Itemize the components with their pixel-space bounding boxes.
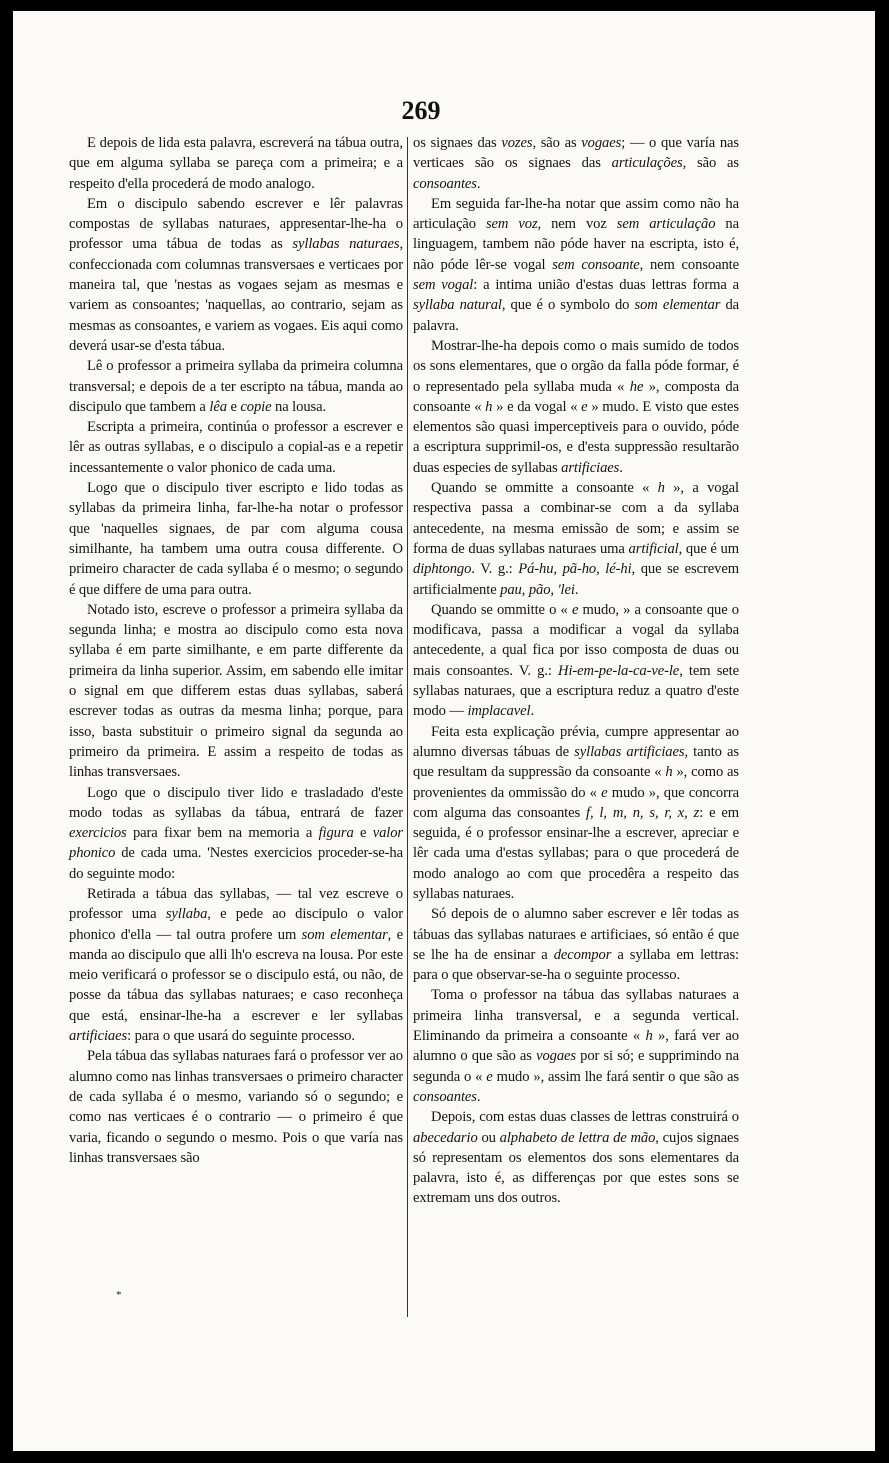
book-page bbox=[13, 11, 875, 1451]
right-paragraph: Mostrar-lhe-ha depois como o mais sumido de todos os sons elementares, que o orgão da falla póde formar, é o representado pela syllaba muda « he », composta da consoante « h » e da vogal « e » mudo. E visto que estes elementos são quasi imperceptiveis para o ouvido, póde a escriptura supprimil-os, e d'esta suppressão resultarão duas especies de syllabas artificiaes. bbox=[413, 337, 740, 476]
left-paragraph: E depois de lida esta palavra, escreverá na tábua outra, que em alguma syllaba se pareça com a primeira; e a respeito d'ella procederá de modo analogo. bbox=[69, 135, 403, 192]
footer-mark: * bbox=[116, 1289, 122, 1301]
right-paragraph: Só depois de o alumno saber escrever e lêr todas as tábuas das syllabas naturaes e artificiaes, só então é que se lhe ha de ensinar a decompor a syllaba em lettras: para o que observar-se-ha o seguinte processo. bbox=[413, 906, 740, 984]
left-column bbox=[69, 133, 403, 1168]
right-paragraph: Toma o professor na tábua das syllabas naturaes a primeira linha transversal, e a segunda vertical. Eliminando da primeira a consoante « h », fará ver ao alumno o que são as vogaes por si só; e supprimindo na segunda o « e mudo », assim lhe fará sentir o que são as consoantes. bbox=[413, 987, 740, 1105]
right-paragraph: Quando se ommitte o « e mudo, » a consoante que o modificava, passa a modificar a vogal da syllaba antecedente, a qual fica por isso composta de duas ou mais consoantes. V. g.: Hi-em-pe-la-ca-ve-le, tem sete syllabas naturaes, que a escriptura reduz a quatro d'este modo — implacavel. bbox=[413, 601, 739, 720]
right-paragraph: Depois, com estas duas classes de lettras construirá o abecedario ou alphabeto de lettra de mão, cujos signaes só representam os elementos dos sons elementares da palavra, isto é, as differenças por que estes sons se extremam uns dos outros. bbox=[413, 1109, 739, 1207]
right-paragraph: Em seguida far-lhe-ha notar que assim como não ha articulação sem voz, nem voz sem articulação na linguagem, tambem não póde haver na escripta, isto é, não póde lêr-se vogal sem consoante, nem consoante sem vogal: a intima união d'estas duas lettras forma a syllaba natural, que é o symbolo do som elementar da palavra. bbox=[413, 195, 740, 334]
left-paragraph: Logo que o discipulo tiver escripto e lido todas as syllabas da primeira linha, far-lhe-ha notar o professor que 'naquelles signaes, de par com alguma cousa similhante, ha tambem uma outra cousa differente. O primeiro character de cada syllaba é o mesmo; o segundo é que differe de uma para outra. bbox=[69, 480, 403, 598]
left-paragraph: Notado isto, escreve o professor a primeira syllaba da segunda linha; e mostra ao discipulo como esta nova syllaba é em parte similhante, e em parte differente da primeira da linha superior. Assim, em sabendo elle imitar o signal em que differem estas duas syllabas, saberá escrever todas as outras da mesma linha; porque, para isso, basta substituir o primeiro signal da segunda ao primeiro da primeira. E assim a respeito de todas as linhas transversaes. bbox=[69, 601, 403, 781]
left-paragraph: Pela tábua das syllabas naturaes fará o professor ver ao alumno como nas linhas transversaes o primeiro character de cada syllaba é o mesmo, variando só o segundo; e como nas verticaes é o contrario — o primeiro é que varia, ficando o segundo o mesmo. Pois o que varía nas linhas transversaes são bbox=[69, 1048, 403, 1166]
column-divider bbox=[407, 137, 408, 1317]
right-paragraph: Quando se ommitte a consoante « h », a vogal respectiva passa a combinar-se com a da syllaba antecedente, na mesma emissão de som; e assim se forma de duas syllabas naturaes uma artificial, que é um diphtongo. V. g.: Pá-hu, pã-ho, lé-hi, que se escrevem artificialmente pau, pão, 'lei. bbox=[413, 480, 739, 598]
left-paragraph: Logo que o discipulo tiver lido e trasladado d'este modo todas as syllabas da tábua, entrará de fazer exercicios para fixar bem na memoria a figura e valor phonico de cada uma. 'Nestes exercicios proceder-se-ha do seguinte modo: bbox=[69, 784, 404, 882]
left-paragraph: Retirada a tábua das syllabas, — tal vez escreve o professor uma syllaba, e pede ao discipulo o valor phonico d'ella — tal outra profere um som elementar, e manda ao discipulo que alli lh'o escreva na lousa. Por este meio verificará o professor se o discipulo está, ou não, de posse da tábua das syllabas naturaes; e caso reconheça que está, ensinar-lhe-ha a escrever e ler syllabas artificiaes: para o que usará do seguinte processo. bbox=[69, 885, 403, 1045]
left-paragraph: Escripta a primeira, continúa o professor a escrever e lêr as outras syllabas, e o discipulo a copial-as e a repetir incessantemente o valor phonico de cada uma. bbox=[69, 419, 403, 476]
left-paragraph: Em o discipulo sabendo escrever e lêr palavras compostas de syllabas naturaes, appresentar-lhe-ha o professor uma tábua de todas as syllabas naturaes, confeccionada com columnas transversaes e verticaes por maneira tal, que 'nestas as vogaes sejam as mesmas e variem as consoantes; 'naquellas, ao contrario, sejam as mesmas as consoantes, e variem as vogaes. Eis aqui como deverá usar-se d'esta tábua. bbox=[69, 195, 403, 354]
page-number: 269 bbox=[401, 96, 441, 125]
right-column bbox=[413, 133, 739, 1209]
right-paragraph: os signaes das vozes, são as vogaes; — o que varía nas verticaes são os signaes das articulações, são as consoantes. bbox=[413, 135, 739, 192]
left-paragraph: Lê o professor a primeira syllaba da primeira columna transversal; e depois de a ter escripto na tábua, manda ao discipulo que tambem a lêa e copie na lousa. bbox=[69, 358, 403, 415]
right-paragraph: Feita esta explicação prévia, cumpre appresentar ao alumno diversas tábuas de syllabas artificiaes, tanto as que resultam da suppressão da consoante « h », como as provenientes da ommissão do « e mudo », que concorra com alguma das consoantes f, l, m, n, s, r, x, z: e em seguida, é o professor ensinar-lhe a escrever, apreciar e lêr cada uma d'estas syllabas; para o que procederá de modo analogo ao com que procedêra a respeito das syllabas naturaes. bbox=[413, 723, 740, 902]
